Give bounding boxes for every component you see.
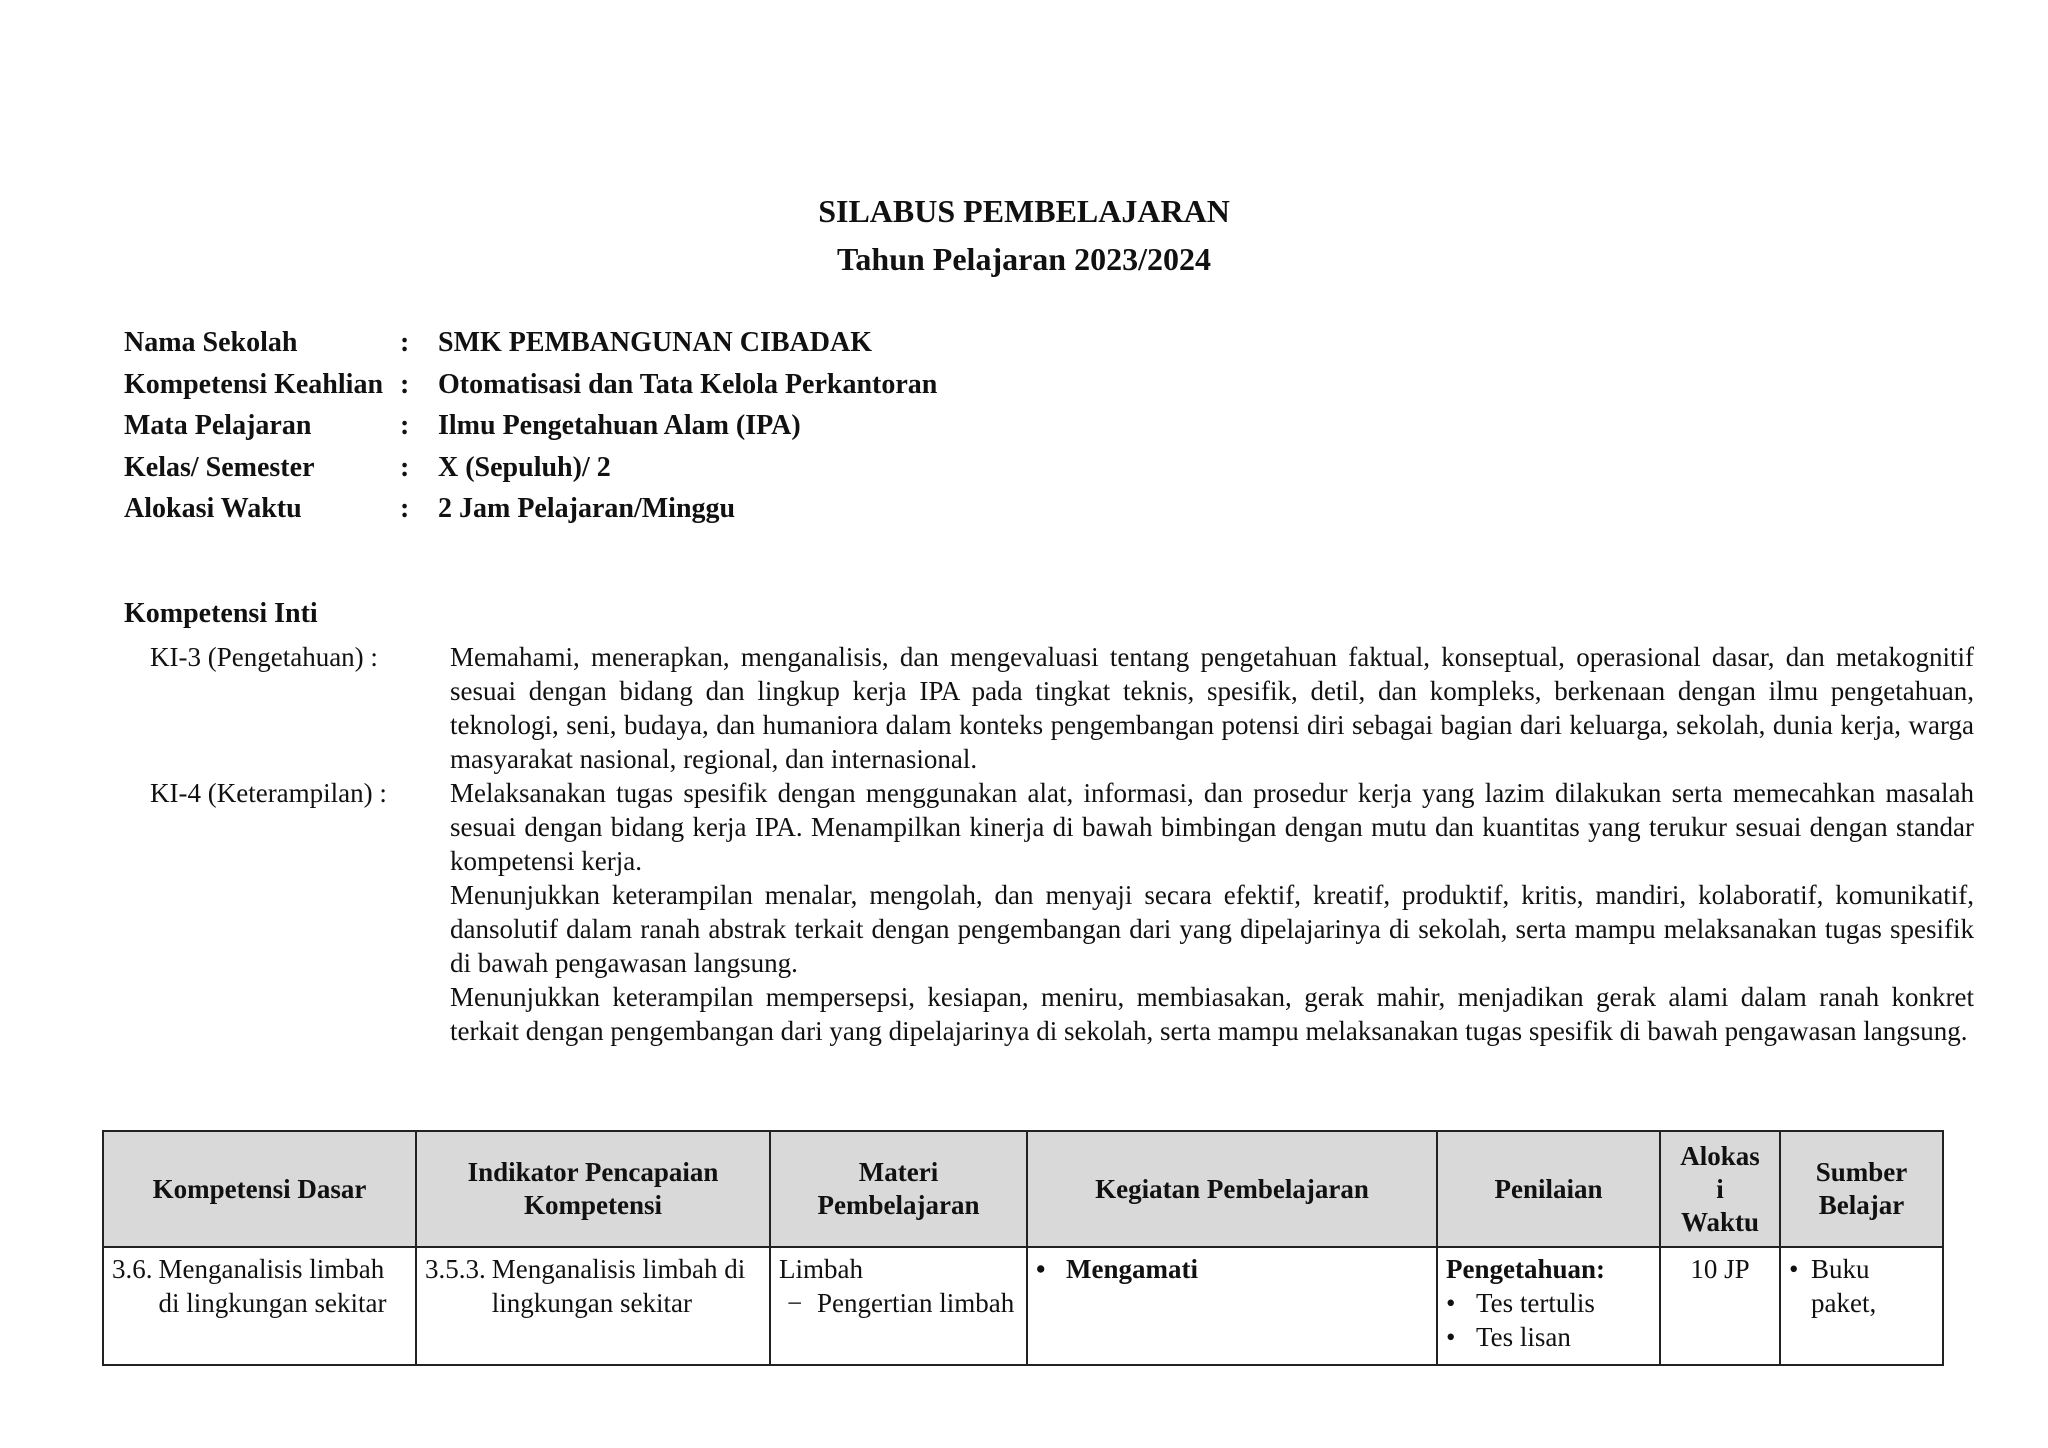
identity-label: Mata Pelajaran: [124, 410, 312, 441]
ki3-block: [150, 640, 1974, 776]
header-penilaian: Penilaian: [1437, 1131, 1660, 1247]
cell-sumber: [1780, 1247, 1943, 1365]
header-line: Waktu: [1680, 1206, 1760, 1237]
table-row: [103, 1247, 1943, 1365]
ki4-paragraph: Menunjukkan keterampilan menalar, mengolah, dan menyaji secara efektif, kreatif, produktif, kritis, mandiri, kolaboratif, komunikatif, dansolutif dalam ranah abstrak terkait dengan pengembangan dari yang dipelajarinya di sekolah, serta mampu melaksanakan tugas spesifik di bawah pengawasan langsung.: [450, 880, 1974, 978]
header-kegiatan: Kegiatan Pembelajaran: [1027, 1131, 1437, 1247]
identity-label: Kelas/ Semester: [124, 451, 315, 483]
identity-label: Kompetensi Keahlian: [124, 368, 384, 400]
header-sumber: [1780, 1131, 1943, 1247]
header-alokasi: [1660, 1131, 1780, 1247]
header-materi: [770, 1131, 1027, 1247]
ki4-label: KI-4 (Keterampilan) :: [150, 778, 387, 808]
identity-colon: :: [400, 368, 410, 400]
ipk-text: Menganalisis limbah di lingkungan sekitar: [491, 1254, 746, 1318]
table-header-row: [103, 1131, 1943, 1247]
header-line: Kompetensi: [524, 1190, 662, 1220]
page-title: SILABUS PEMBELAJARAN: [818, 193, 1230, 229]
header-line: Belajar: [1818, 1190, 1905, 1220]
identity-value: 2 Jam Pelajaran/Minggu: [438, 493, 736, 524]
dash-icon: −: [787, 1288, 803, 1318]
identity-label: Alokasi Waktu: [124, 493, 302, 524]
cell-materi: [770, 1247, 1027, 1365]
cell-indikator: [416, 1247, 770, 1365]
cell-kompetensi-dasar: [103, 1247, 416, 1365]
sumber-item: Buku paket,: [1811, 1254, 1877, 1318]
kd-text: Menganalisis limbah di lingkungan sekitar: [158, 1254, 387, 1318]
penilaian-item: Tes tertulis: [1476, 1288, 1595, 1318]
materi-title: Limbah: [779, 1254, 863, 1284]
header-line: Materi: [858, 1157, 939, 1187]
header-line: Sumber: [1815, 1157, 1908, 1187]
identity-value: Ilmu Pengetahuan Alam (IPA): [438, 410, 801, 441]
ki4-block: [150, 776, 1974, 1048]
identity-value: X (Sepuluh)/ 2: [438, 451, 611, 483]
kegiatan-item: Mengamati: [1066, 1254, 1198, 1284]
penilaian-item: Tes lisan: [1476, 1322, 1571, 1352]
identity-value: Otomatisasi dan Tata Kelola Perkantoran: [438, 368, 938, 400]
header-line: i: [1716, 1173, 1724, 1204]
materi-item: Pengertian limbah: [817, 1288, 1015, 1318]
identity-colon: :: [400, 327, 410, 358]
header-line: Pembelajaran: [817, 1190, 980, 1220]
ipk-number: 3.5.3.: [425, 1254, 486, 1284]
identity-label: Nama Sekolah: [124, 327, 298, 358]
ki4-paragraph: Melaksanakan tugas spesifik dengan menggunakan alat, informasi, dan prosedur kerja yang lazim dilakukan serta memecahkan masalah sesuai dengan bidang kerja IPA. Menampilkan kinerja di bawah bimbingan dengan mutu dan kuantitas yang terukur sesuai dengan standar kompetensi kerja.: [450, 778, 1974, 876]
cell-penilaian: [1437, 1247, 1660, 1365]
cell-kegiatan: [1027, 1247, 1437, 1365]
header-line: Indikator Pencapaian: [467, 1157, 719, 1187]
penilaian-title: Pengetahuan:: [1446, 1254, 1606, 1284]
kompetensi-inti-heading: Kompetensi Inti: [124, 598, 318, 629]
ki3-text: Memahami, menerapkan, menganalisis, dan mengevaluasi tentang pengetahuan faktual, konseptual, operasional dasar, dan metakognitif sesuai dengan bidang dan lingkup kerja IPA pada tingkat teknis, spesifik, detil, dan kompleks, berkenaan dengan ilmu pengetahuan, teknologi, seni, budaya, dan humaniora dalam konteks pengembangan potensi diri sebagai bagian dari keluarga, sekolah, dunia kerja, warga masyarakat nasional, regional, dan internasional.: [450, 642, 1974, 774]
bullet-icon: •: [1036, 1254, 1046, 1284]
cell-alokasi: 10 JP: [1660, 1247, 1780, 1365]
ki4-paragraph: Menunjukkan keterampilan mempersepsi, kesiapan, meniru, membiasakan, gerak mahir, menjadikan gerak alami dalam ranah konkret terkait dengan pengembangan dari yang dipelajarinya di sekolah, serta mampu melaksanakan tugas spesifik di bawah pengawasan langsung.: [450, 982, 1974, 1046]
bullet-icon: •: [1446, 1288, 1456, 1318]
kd-number: 3.6.: [112, 1254, 153, 1284]
header-kompetensi-dasar: Kompetensi Dasar: [103, 1131, 416, 1247]
syllabus-table: [102, 1130, 1944, 1366]
bullet-icon: •: [1446, 1322, 1456, 1352]
header-indikator: [416, 1131, 770, 1247]
header-line: Alokas: [1680, 1140, 1760, 1171]
ki4-text: [450, 776, 1974, 1048]
identity-colon: :: [400, 493, 410, 524]
bullet-icon: •: [1789, 1254, 1799, 1284]
identity-colon: :: [400, 451, 410, 483]
identity-colon: :: [400, 410, 410, 441]
ki3-label: KI-3 (Pengetahuan) :: [150, 642, 378, 672]
page-subtitle: Tahun Pelajaran 2023/2024: [837, 241, 1211, 277]
identity-value: SMK PEMBANGUNAN CIBADAK: [438, 327, 872, 358]
